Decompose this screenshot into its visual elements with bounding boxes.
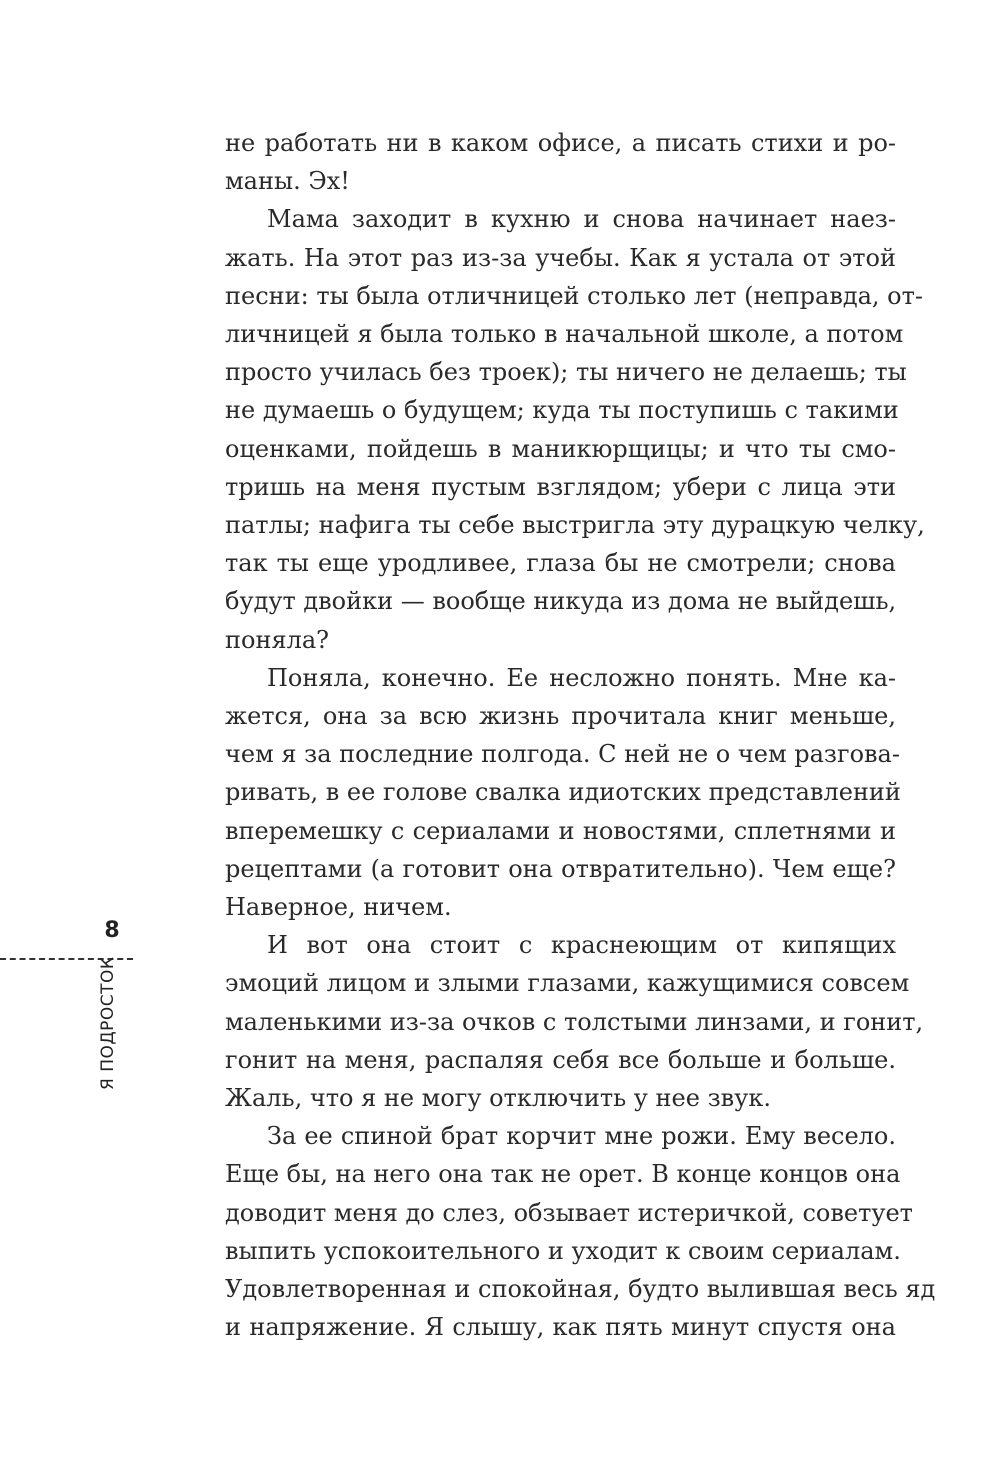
text-line: поняла? [225, 625, 330, 654]
text-line: тришь на меня пустым взглядом; убери с лица эти [225, 472, 896, 501]
text-line: просто училась без троек); ты ничего не делаешь; ты [225, 358, 907, 387]
text-line: песни: ты была отличницей столько лет (неправда, от- [225, 281, 924, 310]
text-line: Удовлетворенная и спокойная, будто вылившая весь яд [225, 1275, 936, 1304]
text-line: чем я за последние полгода. С ней не о чем разгова- [225, 740, 900, 769]
text-line: патлы; нафига ты себе выстригла эту дурацкую челку, [225, 511, 925, 540]
text-line: рецептами (а готовит она отвратительно). Чем еще? [225, 854, 896, 883]
paragraph [225, 1117, 936, 1346]
text-line: выпить успокоительного и уходит к своим сериалам. [225, 1236, 901, 1265]
text-line: жется, она за всю жизнь прочитала книг меньше, [225, 702, 896, 731]
paragraph [225, 659, 901, 926]
text-line: доводит меня до слез, обзывает истеричкой, советует [225, 1198, 913, 1227]
text-line: не работать ни в каком офисе, а писать стихи и ро- [225, 129, 896, 157]
running-title: Я ПОДРОСТОК [98, 956, 118, 1090]
paragraph [225, 200, 925, 658]
text-line: не думаешь о будущем; куда ты поступишь с такими [225, 396, 899, 425]
paragraph [225, 926, 924, 1117]
text-line: жать. На этот раз из-за учебы. Как я устала от этой [225, 243, 896, 272]
text-line: Поняла, конечно. Ее несложно понять. Мне ка- [267, 663, 896, 692]
body-text [225, 124, 936, 1347]
text-line: вперемешку с сериалами и новостями, сплетнями и [225, 816, 896, 845]
text-line: так ты еще уродливее, глаза бы не смотрели; снова [225, 549, 896, 578]
text-line: гонит на меня, распаляя себя все больше и больше. [225, 1045, 896, 1074]
text-line: Еще бы, на него она так не орет. В конце концов она [225, 1160, 901, 1189]
text-line: будут двойки — вообще никуда из дома не выйдешь, [225, 587, 897, 616]
paragraph [225, 124, 896, 200]
text-line: маленькими из-за очков с толстыми линзами, и гонит, [225, 1007, 924, 1036]
text-line: Жаль, что я не могу отключить у нее звук. [225, 1084, 771, 1113]
text-line: и напряжение. Я слышу, как пять минут спустя она [225, 1313, 896, 1342]
text-line: оценками, пойдешь в маникюрщицы; и что ты смо- [225, 434, 896, 463]
text-line: Наверное, ничем. [225, 893, 452, 922]
text-line: личницей я была только в начальной школе, а потом [225, 320, 904, 349]
text-line: Мама заходит в кухню и снова начинает наез- [267, 205, 896, 234]
page-number: 8 [104, 918, 120, 943]
text-line: За ее спиной брат корчит мне рожи. Ему весело. [267, 1122, 896, 1151]
text-line: ривать, в ее голове свалка идиотских представлений [225, 778, 901, 807]
text-line: эмоций лицом и злыми глазами, кажущимися совсем [225, 969, 910, 998]
text-line: маны. Эх! [225, 167, 350, 196]
text-line: И вот она стоит с краснеющим от кипящих [267, 931, 896, 960]
